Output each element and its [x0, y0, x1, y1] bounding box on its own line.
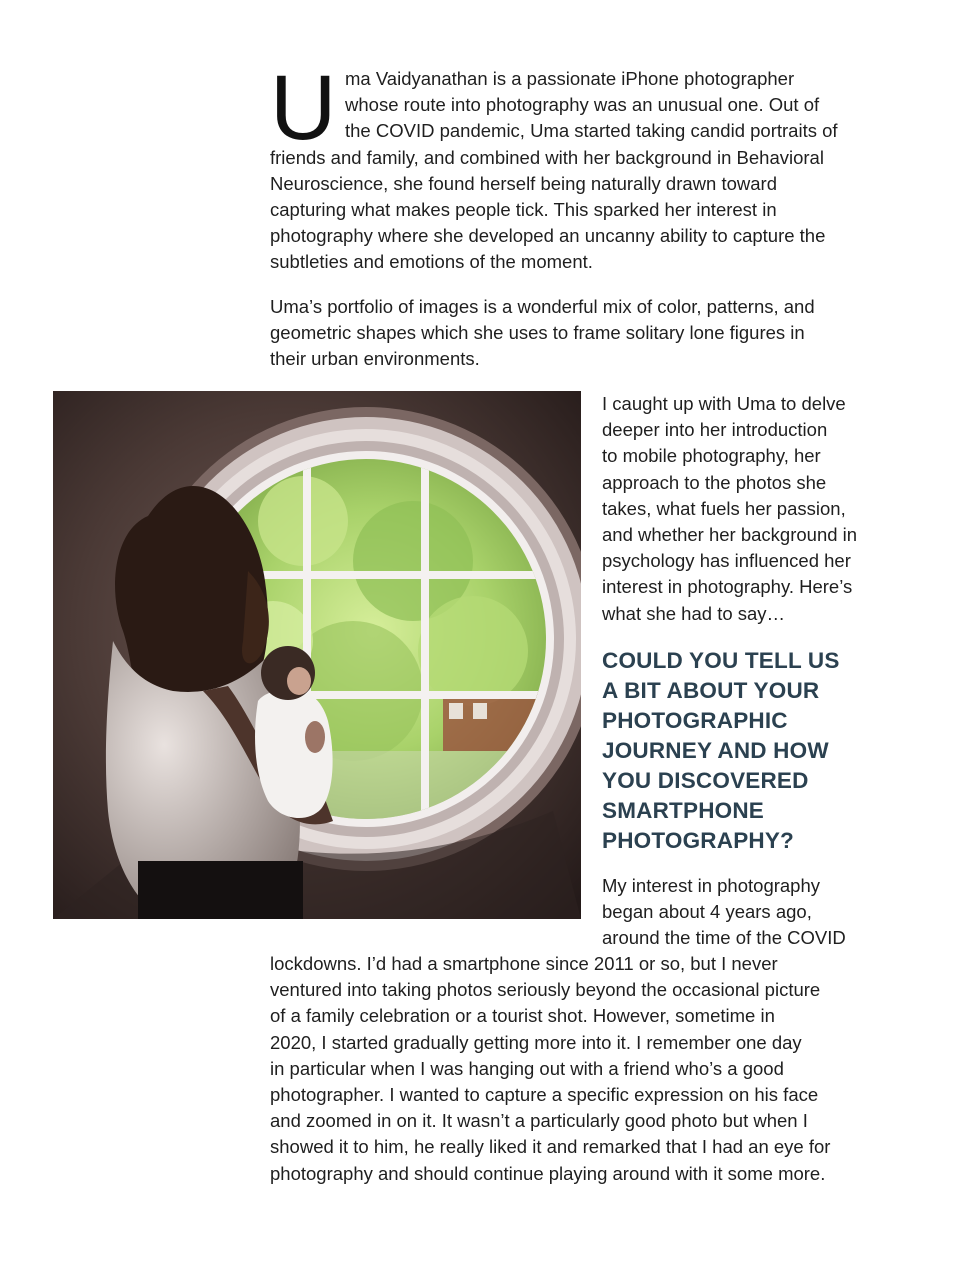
answer-line: lockdowns. I’d had a smartphone since 2011 or so, but I never — [270, 953, 778, 974]
caught-up-line: psychology has influenced her — [602, 550, 851, 572]
answer-line: ventured into taking photos seriously beyond the occasional picture — [270, 979, 821, 1001]
portfolio-paragraph — [270, 294, 910, 373]
caught-up-line: what she had to say… — [602, 602, 786, 624]
caught-up-line: deeper into her introduction — [602, 419, 828, 441]
question-line: JOURNEY AND HOW — [602, 738, 829, 763]
article-photo — [53, 391, 581, 919]
answer-paragraph-top — [602, 873, 932, 952]
caught-up-line: takes, what fuels her passion, — [602, 497, 846, 519]
answer-line: in particular when I was hanging out with a friend who’s a good — [270, 1057, 784, 1079]
window-photo-illustration — [53, 391, 581, 919]
intro-line: the COVID pandemic, Uma started taking candid portraits of — [345, 120, 838, 142]
portfolio-line: their urban environments. — [270, 348, 480, 370]
question-line: PHOTOGRAPHY? — [602, 828, 795, 853]
caught-up-line: I caught up with Uma to delve — [602, 393, 846, 414]
answer-line: 2020, I started gradually getting more into it. I remember one day — [270, 1031, 802, 1053]
caught-up-line: interest in photography. Here’s — [602, 576, 853, 598]
answer-line: photographer. I wanted to capture a specific expression on his face — [270, 1084, 819, 1106]
answer-line: and zoomed in on it. It wasn’t a particularly good photo but when I — [270, 1110, 808, 1132]
intro-line: photography where she developed an uncanny ability to capture the — [270, 225, 826, 247]
intro-line: Neuroscience, she found herself being naturally drawn toward — [270, 172, 777, 194]
answer-line: My interest in photography — [602, 875, 821, 896]
caught-up-line: and whether her background in — [602, 524, 858, 546]
question-line: COULD YOU TELL US — [602, 648, 840, 673]
intro-line: capturing what makes people tick. This sparked her interest in — [270, 199, 777, 221]
answer-line: showed it to him, he really liked it and remarked that I had an eye for — [270, 1136, 831, 1158]
question-line: YOU DISCOVERED — [602, 768, 809, 793]
intro-line: subtleties and emotions of the moment. — [270, 251, 593, 273]
intro-line: whose route into photography was an unusual one. Out of — [345, 94, 820, 116]
caught-up-line: to mobile photography, her — [602, 445, 821, 467]
intro-paragraph — [270, 57, 910, 276]
answer-paragraph-bottom — [270, 951, 930, 1187]
drop-cap: U — [270, 57, 337, 159]
intro-line: friends and family, and combined with her background in Behavioral — [270, 146, 824, 168]
answer-line: began about 4 years ago, — [602, 901, 812, 923]
question-line: PHOTOGRAPHIC — [602, 708, 788, 733]
answer-line: of a family celebration or a tourist shot. However, sometime in — [270, 1005, 775, 1027]
intro-line: ma Vaidyanathan is a passionate iPhone photographer — [345, 68, 795, 89]
portfolio-line: Uma’s portfolio of images is a wonderful mix of color, patterns, and — [270, 296, 815, 317]
question-line: SMARTPHONE — [602, 798, 765, 823]
answer-line: around the time of the COVID — [602, 927, 846, 949]
portfolio-line: geometric shapes which she uses to frame solitary lone figures in — [270, 322, 805, 344]
question-heading — [602, 646, 932, 856]
answer-line: photography and should continue playing around with it some more. — [270, 1162, 826, 1184]
caught-up-paragraph — [602, 391, 932, 627]
question-line: A BIT ABOUT YOUR — [602, 678, 820, 703]
caught-up-line: approach to the photos she — [602, 471, 827, 493]
